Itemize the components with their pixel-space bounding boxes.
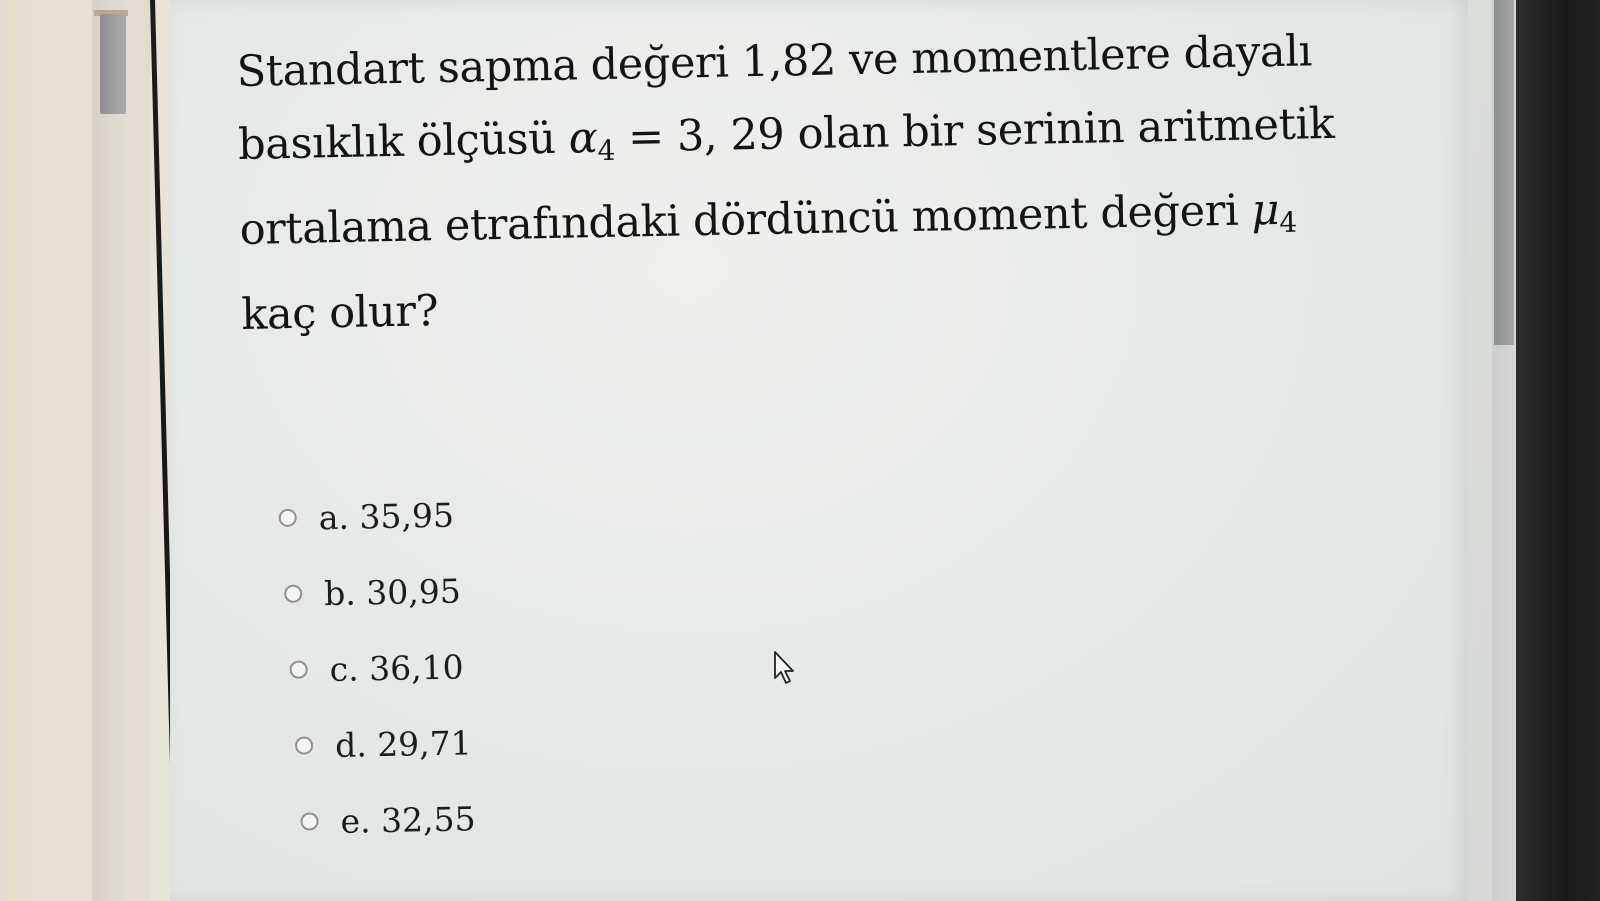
option-b[interactable] [283,552,471,632]
alpha-symbol: α [568,113,598,164]
question-text-part2: olan bir serinin aritmetik ortalama etrafındaki dördüncü moment değeri [239,98,1335,255]
question-text-part3: kaç olur? [240,286,439,340]
radio-button-icon[interactable] [279,509,297,527]
option-letter: a. [318,497,350,537]
option-value: 29,71 [376,722,473,764]
option-letter: d. [334,724,368,765]
equation-value: = 3, 29 [614,109,785,163]
option-letter: b. [323,573,357,613]
option-value: 30,95 [365,571,462,612]
mu-subscript: 4 [1278,205,1297,240]
option-a[interactable] [278,476,470,556]
option-value: 32,55 [380,798,476,840]
left-scrollbar-track[interactable] [92,0,128,901]
left-scrollbar-thumb[interactable] [100,14,126,114]
option-letter: c. [329,648,359,689]
question-text [236,14,1382,352]
option-value: 35,95 [359,495,455,536]
radio-button-icon[interactable] [300,812,318,830]
radio-button-icon[interactable] [295,736,313,754]
radio-button-icon[interactable] [284,585,302,603]
option-c[interactable] [289,628,473,707]
monitor-bezel [1516,0,1600,901]
answer-options [278,476,476,860]
option-d[interactable] [294,704,474,783]
mu-symbol: μ [1250,185,1280,236]
option-letter: e. [340,800,371,841]
mouse-pointer-icon [772,650,798,686]
alpha-subscript: 4 [597,133,616,168]
option-e[interactable] [300,780,476,859]
question-text-part1: Standart sapma değeri 1,82 ve momentlere dayalı basıklık ölçüsü [236,26,1313,170]
right-scrollbar-thumb[interactable] [1494,0,1514,345]
radio-button-icon[interactable] [289,660,307,678]
option-value: 36,10 [368,646,464,688]
